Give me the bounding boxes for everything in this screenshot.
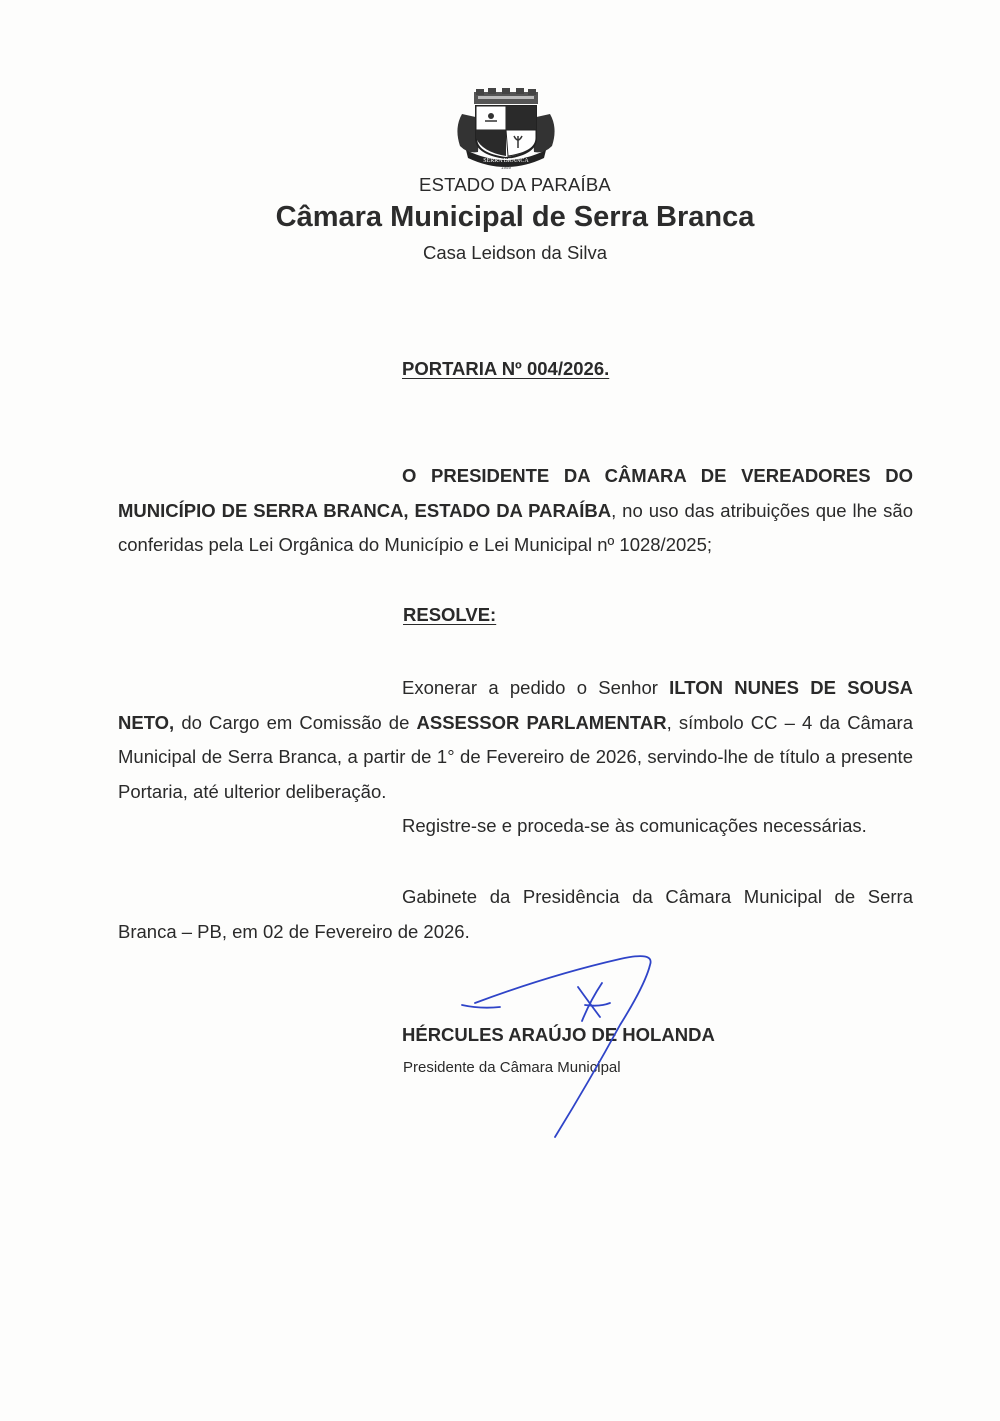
register-text: Registre-se e proceda-se às comunicações necessárias. [402,815,867,836]
position-title: ASSESSOR PARLAMENTAR [416,711,667,733]
resolution-text-end: , símbolo CC – 4 da Câmara Municipal de Serra Branca, a partir de 1° de Fevereiro de 2026, servindo-lhe de título a presente Portaria, até ulterior deliberação. [118,711,913,802]
register-paragraph [118,809,913,844]
preamble-authority: O PRESIDENTE DA CÂMARA DE VEREADORES DO MUNICÍPIO DE SERRA BRANCA, ESTADO DA PARAÍBA [118,465,913,521]
resolution-text-mid: do Cargo em Comissão de [174,711,417,733]
person-name: ILTON NUNES DE SOUSA NETO, [118,677,913,733]
document-title: PORTARIA Nº 004/2026. [402,358,610,379]
chamber-title: Câmara Municipal de Serra Branca [275,201,755,233]
signature-strokes [462,956,651,1137]
preamble-paragraph [118,459,913,563]
preamble-text: , no uso das atribuições que lhe são conferidas pela Lei Orgânica do Município e Lei Municipal nº 1028/2025; [118,499,913,555]
state-heading: ESTADO DA PARAÍBA [419,174,611,195]
office-date-text: Gabinete da Presidência da Câmara Municipal de Serra Branca – PB, em 02 de Fevereiro de 2026. [118,886,913,942]
resolution-text-start: Exonerar a pedido o Senhor [402,677,670,698]
signatory-role: Presidente da Câmara Municipal [403,1059,621,1076]
coat-of-arms-emblem [452,88,560,170]
signatory-name: HÉRCULES ARAÚJO DE HOLANDA [402,1024,715,1045]
crest-year: 1959 [500,165,512,170]
handwritten-signature [460,945,670,1145]
resolution-paragraph [118,671,913,809]
house-subtitle: Casa Leidson da Silva [422,242,608,263]
resolve-heading: RESOLVE: [403,604,497,625]
crest-ribbon-text: SERRA BRANCA [483,158,529,164]
office-date-paragraph [118,880,913,949]
